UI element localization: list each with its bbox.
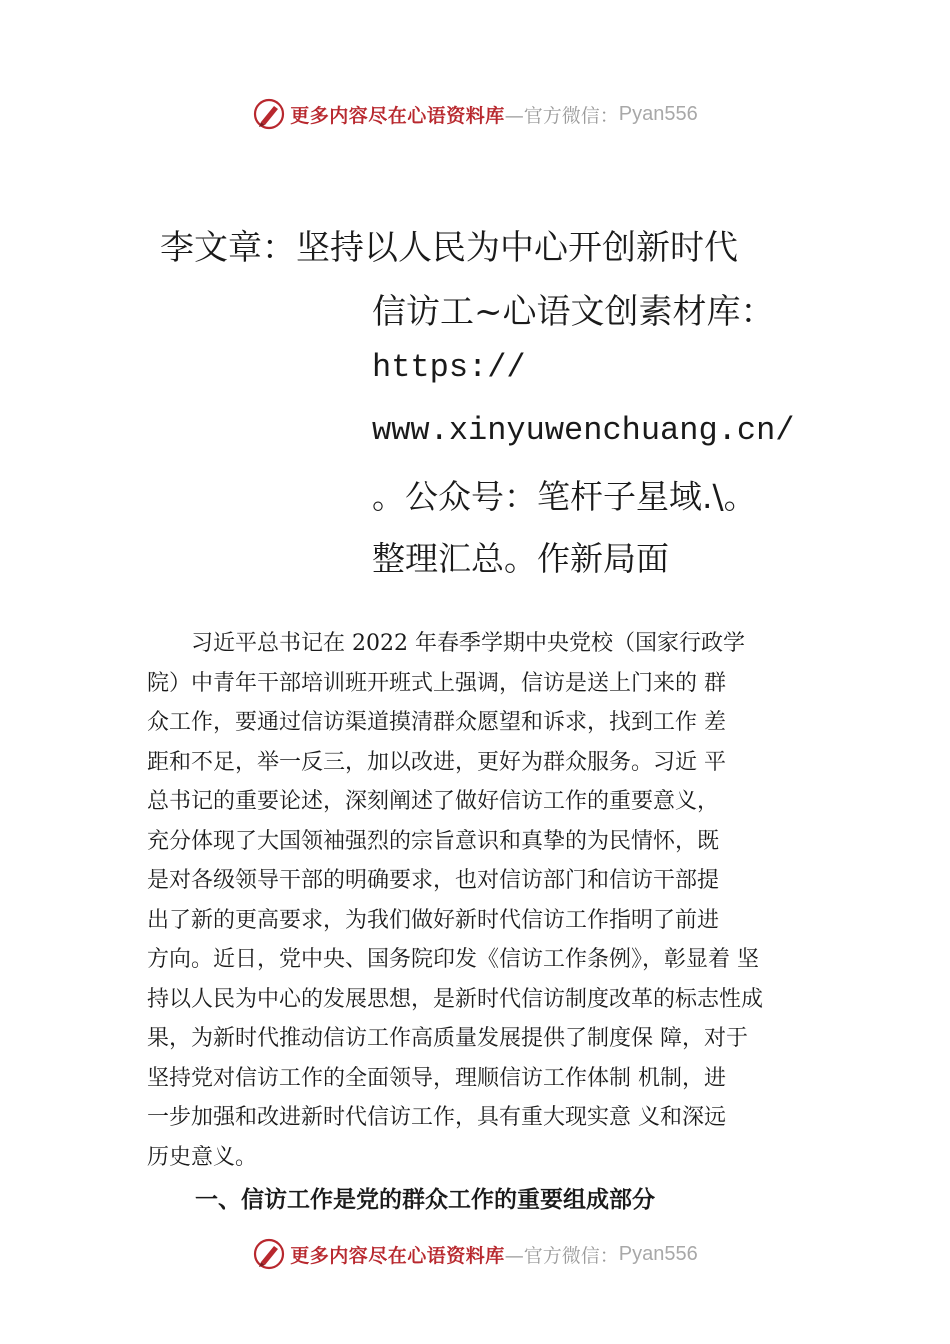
body-line: 充分体现了大国领袖强烈的宗旨意识和真挚的为民情怀，既 (147, 828, 720, 854)
body-line: 坚持党对信访工作的全面领导，理顺信访工作体制 机制，进 (147, 1065, 726, 1091)
body-line: 历史意义。 (147, 1144, 258, 1170)
body-line: 出了新的更高要求，为我们做好新时代信访工作指明了前进 (147, 907, 720, 933)
banner-wechat-id: Pyan556 (618, 102, 698, 125)
body-line: 果，为新时代推动信访工作高质量发展提供了制度保 障，对于 (147, 1026, 748, 1051)
body-line: 习近平总书记在 2022 年春季学期中央党校（国家行政学 (191, 631, 745, 656)
banner-wechat-label: —官方微信： (504, 1244, 619, 1267)
section-heading: 一、信访工作是党的群众工作的重要组成部分 (195, 1187, 655, 1213)
body-line: 院）中青年干部培训班开班式上强调，信访是送上门来的 群 (147, 670, 726, 696)
banner-brand-text: 更多内容尽在心语资料库 (290, 1244, 505, 1267)
pen-logo-icon (252, 97, 286, 131)
body-paragraph (147, 624, 837, 1177)
footer-banner (0, 1234, 950, 1274)
banner-wechat-label: —官方微信： (504, 104, 619, 127)
title-line-6: 整理汇总。作新局面 (372, 539, 669, 578)
title-line-5: 。公众号：笔杆子星域.\。 (372, 477, 757, 516)
body-line: 总书记的重要论述，深刻阐述了做好信访工作的重要意义， (147, 789, 720, 814)
title-line-1: 李文章：坚持以人民为中心开创新时代 (160, 228, 738, 268)
body-line: 方向。近日，党中央、国务院印发《信访工作条例》，彰显着 坚 (147, 947, 759, 972)
body-line: 距和不足，举一反三，加以改进，更好为群众服务。习近 平 (147, 749, 726, 775)
banner-wechat-id: Pyan556 (618, 1242, 698, 1265)
title-line-4: www.xinyuwenchuang.cn/ (372, 412, 795, 449)
body-line: 持以人民为中心的发展思想，是新时代信访制度改革的标志性成 (147, 986, 764, 1012)
banner-brand-text: 更多内容尽在心语资料库 (290, 104, 505, 127)
body-line: 一步加强和改进新时代信访工作，具有重大现实意 义和深远 (147, 1105, 726, 1130)
title-line-2: 信访工~心语文创素材库： (372, 292, 775, 332)
header-banner (0, 94, 950, 134)
body-line: 是对各级领导干部的明确要求，也对信访部门和信访干部提 (147, 868, 720, 893)
title-line-3: https:// (372, 349, 526, 386)
body-line: 众工作，要通过信访渠道摸清群众愿望和诉求，找到工作 差 (147, 710, 726, 735)
pen-logo-icon (252, 1237, 286, 1271)
